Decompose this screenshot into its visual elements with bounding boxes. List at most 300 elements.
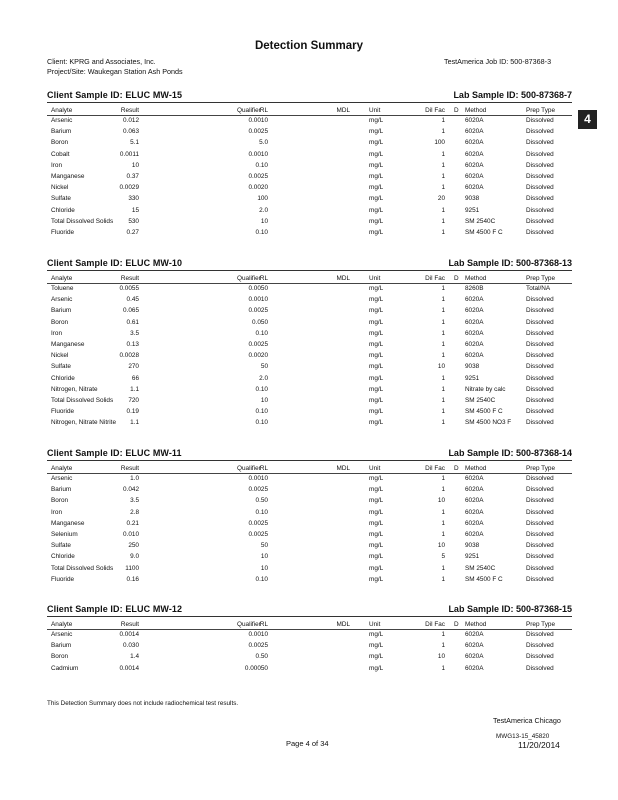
cell-analyte: Manganese: [51, 340, 85, 348]
cell-prep: Dissolved: [526, 374, 554, 382]
column-header-prep-type: Prep Type: [526, 107, 556, 114]
cell-analyte: Chloride: [51, 206, 75, 214]
cell-dil: 1: [441, 117, 445, 124]
table-row: [47, 385, 572, 396]
cell-method: 6020A: [465, 519, 484, 527]
column-header-method: Method: [465, 275, 487, 282]
cell-dil: 1: [441, 475, 445, 482]
table-row: [47, 508, 572, 519]
cell-rl: 0.50: [255, 497, 268, 505]
cell-method: 6020A: [465, 530, 484, 538]
cell-result: 5.1: [130, 139, 139, 147]
column-header-rl: RL: [259, 275, 268, 282]
cell-prep: Dissolved: [526, 419, 554, 427]
column-header-mdl: MDL: [336, 275, 350, 282]
cell-result: 15: [131, 206, 139, 214]
cell-rl: 0.10: [255, 508, 268, 516]
cell-unit: mg/L: [369, 285, 384, 292]
cell-unit: mg/L: [369, 642, 384, 650]
cell-rl: 10: [260, 396, 268, 404]
cell-dil: 1: [441, 217, 445, 225]
cell-prep: Dissolved: [526, 497, 554, 505]
cell-rl: 0.0010: [248, 475, 268, 482]
column-header-d: D: [454, 621, 459, 628]
cell-result: 0.0014: [119, 664, 139, 672]
column-header-dil-fac: Dil Fac: [425, 107, 445, 114]
cell-prep: Dissolved: [526, 150, 554, 158]
cell-rl: 50: [260, 542, 268, 550]
table-row: [47, 284, 572, 295]
cell-unit: mg/L: [369, 497, 384, 505]
lab-sample-id: Lab Sample ID: 500-87368-15: [448, 604, 572, 614]
table-row: [47, 172, 572, 183]
cell-analyte: Toluene: [51, 285, 74, 292]
cell-result: 1.4: [130, 653, 139, 661]
page-number: Page 4 of 34: [286, 739, 329, 748]
lab-sample-id: Lab Sample ID: 500-87368-13: [448, 258, 572, 268]
cell-dil: 1: [441, 296, 445, 304]
cell-method: 6020A: [465, 150, 484, 158]
cell-rl: 0.0020: [248, 184, 268, 192]
cell-prep: Dissolved: [526, 530, 554, 538]
cell-dil: 1: [441, 508, 445, 516]
table-row: [47, 340, 572, 351]
cell-rl: 0.10: [255, 228, 268, 236]
cell-unit: mg/L: [369, 519, 384, 527]
cell-unit: mg/L: [369, 128, 384, 136]
cell-prep: Dissolved: [526, 631, 554, 638]
cell-result: 0.030: [123, 642, 139, 650]
lab-sample-id: Lab Sample ID: 500-87368-14: [448, 448, 572, 458]
cell-prep: Dissolved: [526, 128, 554, 136]
column-header-result: Result: [120, 275, 139, 282]
cell-rl: 0.0025: [248, 128, 268, 136]
table-row: [47, 217, 572, 228]
cell-dil: 10: [437, 542, 445, 550]
table-row: [47, 362, 572, 373]
cell-unit: mg/L: [369, 408, 384, 416]
table-row: [47, 306, 572, 317]
cell-prep: Dissolved: [526, 318, 554, 326]
cell-result: 0.21: [126, 519, 139, 527]
cell-dil: 1: [441, 385, 445, 393]
section-tab-marker: 4: [578, 110, 597, 129]
table-row: [47, 228, 572, 239]
cell-dil: 1: [441, 374, 445, 382]
client-sample-id: Client Sample ID: ELUC MW-12: [47, 604, 183, 614]
cell-analyte: Boron: [51, 318, 69, 326]
cell-result: 0.0029: [119, 184, 139, 192]
cell-result: 0.012: [123, 117, 139, 124]
cell-unit: mg/L: [369, 374, 384, 382]
cell-result: 0.27: [126, 228, 139, 236]
cell-dil: 1: [441, 396, 445, 404]
cell-result: 330: [128, 195, 139, 203]
cell-prep: Dissolved: [526, 664, 554, 672]
cell-unit: mg/L: [369, 172, 384, 180]
client-name: Client: KPRG and Associates, Inc.: [47, 57, 156, 66]
column-header-rl: RL: [259, 621, 268, 628]
cell-method: Nitrate by calc: [465, 385, 506, 393]
cell-dil: 1: [441, 329, 445, 337]
column-header-mdl: MDL: [336, 107, 350, 114]
cell-dil: 20: [437, 195, 445, 203]
cell-analyte: Barium: [51, 486, 72, 494]
cell-method: SM 2540C: [465, 564, 496, 572]
table-row: [47, 552, 572, 563]
table-row: [47, 474, 572, 485]
cell-prep: Dissolved: [526, 564, 554, 572]
column-header-dil-fac: Dil Fac: [425, 275, 445, 282]
cell-unit: mg/L: [369, 542, 384, 550]
cell-rl: 0.0050: [248, 285, 268, 292]
table-row: [47, 496, 572, 507]
cell-unit: mg/L: [369, 508, 384, 516]
cell-prep: Dissolved: [526, 653, 554, 661]
cell-rl: 100: [257, 195, 268, 203]
client-sample-id: Client Sample ID: ELUC MW-11: [47, 448, 182, 458]
column-header-method: Method: [465, 465, 487, 472]
cell-unit: mg/L: [369, 217, 384, 225]
table-row: [47, 641, 572, 652]
table-row: [47, 485, 572, 496]
cell-result: 0.19: [126, 408, 139, 416]
cell-analyte: Nitrogen, Nitrate: [51, 385, 98, 393]
cell-analyte: Barium: [51, 642, 72, 650]
cell-rl: 0.0010: [248, 631, 268, 638]
cell-result: 0.0014: [119, 631, 139, 638]
table-row: [47, 407, 572, 418]
cell-unit: mg/L: [369, 307, 384, 315]
column-header-row: [47, 464, 572, 474]
table-row: [47, 351, 572, 362]
page-title: Detection Summary: [254, 40, 363, 52]
cell-unit: mg/L: [369, 206, 384, 214]
cell-method: 6020A: [465, 340, 484, 348]
cell-analyte: Fluoride: [51, 408, 75, 416]
sample-section: [47, 90, 572, 239]
cell-unit: mg/L: [369, 564, 384, 572]
table-row: [47, 575, 572, 586]
cell-method: 9251: [465, 374, 480, 382]
cell-rl: 0.10: [255, 419, 268, 427]
cell-method: 6020A: [465, 139, 484, 147]
cell-dil: 1: [441, 150, 445, 158]
sample-header: [47, 90, 572, 103]
cell-unit: mg/L: [369, 329, 384, 337]
cell-rl: 0.0025: [248, 519, 268, 527]
cell-analyte: Fluoride: [51, 228, 75, 236]
cell-method: 6020A: [465, 475, 484, 482]
cell-analyte: Sulfate: [51, 542, 71, 550]
cell-dil: 1: [441, 285, 445, 292]
cell-prep: Dissolved: [526, 519, 554, 527]
cell-method: 6020A: [465, 307, 484, 315]
cell-rl: 0.0020: [248, 352, 268, 360]
cell-dil: 1: [441, 486, 445, 494]
cell-dil: 1: [441, 575, 445, 583]
column-header-prep-type: Prep Type: [526, 465, 556, 472]
cell-prep: Dissolved: [526, 307, 554, 315]
cell-result: 0.063: [123, 128, 139, 136]
cell-unit: mg/L: [369, 139, 384, 147]
cell-method: 6020A: [465, 653, 484, 661]
cell-result: 0.61: [126, 318, 139, 326]
column-header-method: Method: [465, 107, 487, 114]
section-divider: [47, 270, 572, 271]
column-header-row: [47, 274, 572, 284]
cell-unit: mg/L: [369, 195, 384, 203]
cell-analyte: Cadmium: [51, 664, 79, 672]
table-row: [47, 116, 572, 127]
cell-prep: Dissolved: [526, 206, 554, 214]
section-divider: [47, 102, 572, 103]
column-header-unit: Unit: [369, 107, 381, 114]
cell-unit: mg/L: [369, 363, 384, 371]
table-row: [47, 138, 572, 149]
column-header-result: Result: [120, 465, 139, 472]
cell-method: 6020A: [465, 664, 484, 672]
sample-header: [47, 258, 572, 271]
cell-rl: 10: [260, 217, 268, 225]
cell-rl: 0.10: [255, 408, 268, 416]
cell-analyte: Arsenic: [51, 296, 73, 304]
lab-name: TestAmerica Chicago: [493, 716, 561, 725]
table-row: [47, 194, 572, 205]
cell-analyte: Sulfate: [51, 195, 71, 203]
cell-dil: 10: [437, 363, 445, 371]
cell-prep: Dissolved: [526, 542, 554, 550]
cell-method: 6020A: [465, 172, 484, 180]
table-row: [47, 206, 572, 217]
table-row: [47, 295, 572, 306]
section-divider: [47, 460, 572, 461]
cell-prep: Dissolved: [526, 396, 554, 404]
client-sample-id: Client Sample ID: ELUC MW-15: [47, 90, 183, 100]
cell-method: SM 2540C: [465, 217, 496, 225]
table-row: [47, 630, 572, 641]
table-row: [47, 396, 572, 407]
cell-result: 0.0028: [119, 352, 139, 360]
cell-result: 0.37: [126, 172, 139, 180]
cell-result: 3.5: [130, 497, 139, 505]
cell-analyte: Total Dissolved Solids: [51, 217, 114, 225]
sample-section: [47, 448, 572, 586]
cell-analyte: Nickel: [51, 352, 69, 360]
column-header-row: [47, 106, 572, 116]
section-divider: [47, 616, 572, 617]
table-row: [47, 418, 572, 429]
column-header-d: D: [454, 275, 459, 282]
cell-result: 66: [131, 374, 139, 382]
cell-method: 6020A: [465, 508, 484, 516]
cell-result: 720: [128, 396, 139, 404]
cell-method: 6020A: [465, 128, 484, 136]
cell-unit: mg/L: [369, 419, 384, 427]
cell-prep: Dissolved: [526, 340, 554, 348]
cell-prep: Dissolved: [526, 352, 554, 360]
cell-result: 530: [128, 217, 139, 225]
cell-rl: 0.10: [255, 161, 268, 169]
cell-method: 6020A: [465, 184, 484, 192]
footer-note: This Detection Summary does not include radiochemical test results.: [47, 700, 239, 707]
cell-dil: 1: [441, 664, 445, 672]
cell-unit: mg/L: [369, 352, 384, 360]
cell-unit: mg/L: [369, 530, 384, 538]
cell-unit: mg/L: [369, 553, 384, 561]
column-header-dil-fac: Dil Fac: [425, 621, 445, 628]
cell-analyte: Nickel: [51, 184, 69, 192]
cell-rl: 0.0025: [248, 486, 268, 494]
table-row: [47, 183, 572, 194]
cell-rl: 0.0025: [248, 340, 268, 348]
cell-dil: 1: [441, 352, 445, 360]
cell-prep: Dissolved: [526, 117, 554, 124]
cell-method: 6020A: [465, 117, 484, 124]
cell-dil: 1: [441, 564, 445, 572]
cell-analyte: Boron: [51, 653, 69, 661]
cell-analyte: Total Dissolved Solids: [51, 396, 114, 404]
cell-rl: 0.0025: [248, 307, 268, 315]
cell-unit: mg/L: [369, 296, 384, 304]
column-header-prep-type: Prep Type: [526, 275, 556, 282]
cell-prep: Dissolved: [526, 161, 554, 169]
cell-method: SM 4500 F C: [465, 575, 503, 583]
table-row: [47, 519, 572, 530]
cell-rl: 0.0025: [248, 172, 268, 180]
cell-dil: 10: [437, 497, 445, 505]
cell-analyte: Barium: [51, 128, 72, 136]
cell-method: 9038: [465, 542, 480, 550]
cell-rl: 0.0010: [248, 150, 268, 158]
lab-sample-id: Lab Sample ID: 500-87368-7: [453, 90, 572, 100]
cell-prep: Dissolved: [526, 296, 554, 304]
cell-result: 0.042: [123, 486, 139, 494]
column-header-result: Result: [120, 621, 139, 628]
cell-result: 1.0: [130, 475, 139, 482]
column-header-qualifier: Qualifier: [237, 275, 261, 282]
cell-result: 250: [128, 542, 139, 550]
column-header-analyte: Analyte: [51, 621, 73, 628]
cell-dil: 1: [441, 228, 445, 236]
cell-analyte: Sulfate: [51, 363, 71, 371]
cell-dil: 1: [441, 172, 445, 180]
cell-dil: 1: [441, 206, 445, 214]
job-id: TestAmerica Job ID: 500-87368-3: [444, 57, 552, 66]
cell-prep: Dissolved: [526, 139, 554, 147]
cell-unit: mg/L: [369, 318, 384, 326]
cell-method: SM 2540C: [465, 396, 496, 404]
cell-unit: mg/L: [369, 475, 384, 482]
sample-header: [47, 604, 572, 617]
cell-dil: 1: [441, 631, 445, 638]
cell-method: 9251: [465, 553, 480, 561]
column-header-row: [47, 620, 572, 630]
cell-result: 2.8: [130, 508, 139, 516]
sample-section: [47, 258, 572, 429]
cell-rl: 10: [260, 564, 268, 572]
column-header-dil-fac: Dil Fac: [425, 465, 445, 472]
cell-method: SM 4500 F C: [465, 228, 503, 236]
cell-prep: Dissolved: [526, 508, 554, 516]
cell-unit: mg/L: [369, 664, 384, 672]
client-sample-id: Client Sample ID: ELUC MW-10: [47, 258, 183, 268]
cell-unit: mg/L: [369, 631, 384, 638]
cell-analyte: Chloride: [51, 374, 75, 382]
cell-analyte: Iron: [51, 329, 63, 337]
cell-method: 6020A: [465, 486, 484, 494]
cell-method: 6020A: [465, 631, 484, 638]
cell-dil: 1: [441, 340, 445, 348]
cell-prep: Dissolved: [526, 408, 554, 416]
cell-rl: 0.0025: [248, 642, 268, 650]
column-header-analyte: Analyte: [51, 465, 73, 472]
cell-rl: 0.10: [255, 329, 268, 337]
cell-unit: mg/L: [369, 575, 384, 583]
column-header-d: D: [454, 465, 459, 472]
document-code: MWG13-15_45820: [496, 733, 550, 740]
cell-unit: mg/L: [369, 396, 384, 404]
cell-analyte: Boron: [51, 497, 69, 505]
cell-result: 1.1: [130, 385, 139, 393]
cell-method: 6020A: [465, 329, 484, 337]
cell-result: 0.16: [126, 575, 139, 583]
cell-unit: mg/L: [369, 385, 384, 393]
cell-prep: Dissolved: [526, 642, 554, 650]
table-row: [47, 541, 572, 552]
cell-result: 0.010: [123, 530, 139, 538]
cell-result: 0.45: [126, 296, 139, 304]
cell-prep: Dissolved: [526, 363, 554, 371]
cell-rl: 0.10: [255, 575, 268, 583]
column-header-result: Result: [120, 107, 139, 114]
cell-method: SM 4500 F C: [465, 408, 503, 416]
cell-analyte: Nitrogen, Nitrate Nitrite: [51, 419, 116, 427]
cell-unit: mg/L: [369, 117, 384, 124]
cell-rl: 0.0025: [248, 530, 268, 538]
cell-unit: mg/L: [369, 653, 384, 661]
column-header-qualifier: Qualifier: [237, 621, 261, 628]
cell-method: 9038: [465, 363, 480, 371]
cell-result: 3.5: [130, 329, 139, 337]
cell-prep: Total/NA: [526, 285, 551, 292]
cell-prep: Dissolved: [526, 329, 554, 337]
cell-dil: 1: [441, 318, 445, 326]
column-header-rl: RL: [259, 107, 268, 114]
cell-prep: Dissolved: [526, 475, 554, 482]
cell-rl: 50: [260, 363, 268, 371]
cell-dil: 1: [441, 161, 445, 169]
cell-analyte: Selenium: [51, 530, 78, 538]
cell-result: 0.13: [126, 340, 139, 348]
column-header-unit: Unit: [369, 621, 381, 628]
cell-analyte: Barium: [51, 307, 72, 315]
column-header-method: Method: [465, 621, 487, 628]
table-row: [47, 374, 572, 385]
cell-method: 6020A: [465, 642, 484, 650]
cell-analyte: Arsenic: [51, 475, 73, 482]
cell-method: SM 4500 NO3 F: [465, 419, 512, 427]
column-header-mdl: MDL: [336, 465, 350, 472]
cell-unit: mg/L: [369, 150, 384, 158]
column-header-prep-type: Prep Type: [526, 621, 556, 628]
table-row: [47, 127, 572, 138]
cell-prep: Dissolved: [526, 575, 554, 583]
cell-dil: 10: [437, 653, 445, 661]
cell-rl: 0.10: [255, 385, 268, 393]
table-row: [47, 161, 572, 172]
cell-dil: 1: [441, 530, 445, 538]
